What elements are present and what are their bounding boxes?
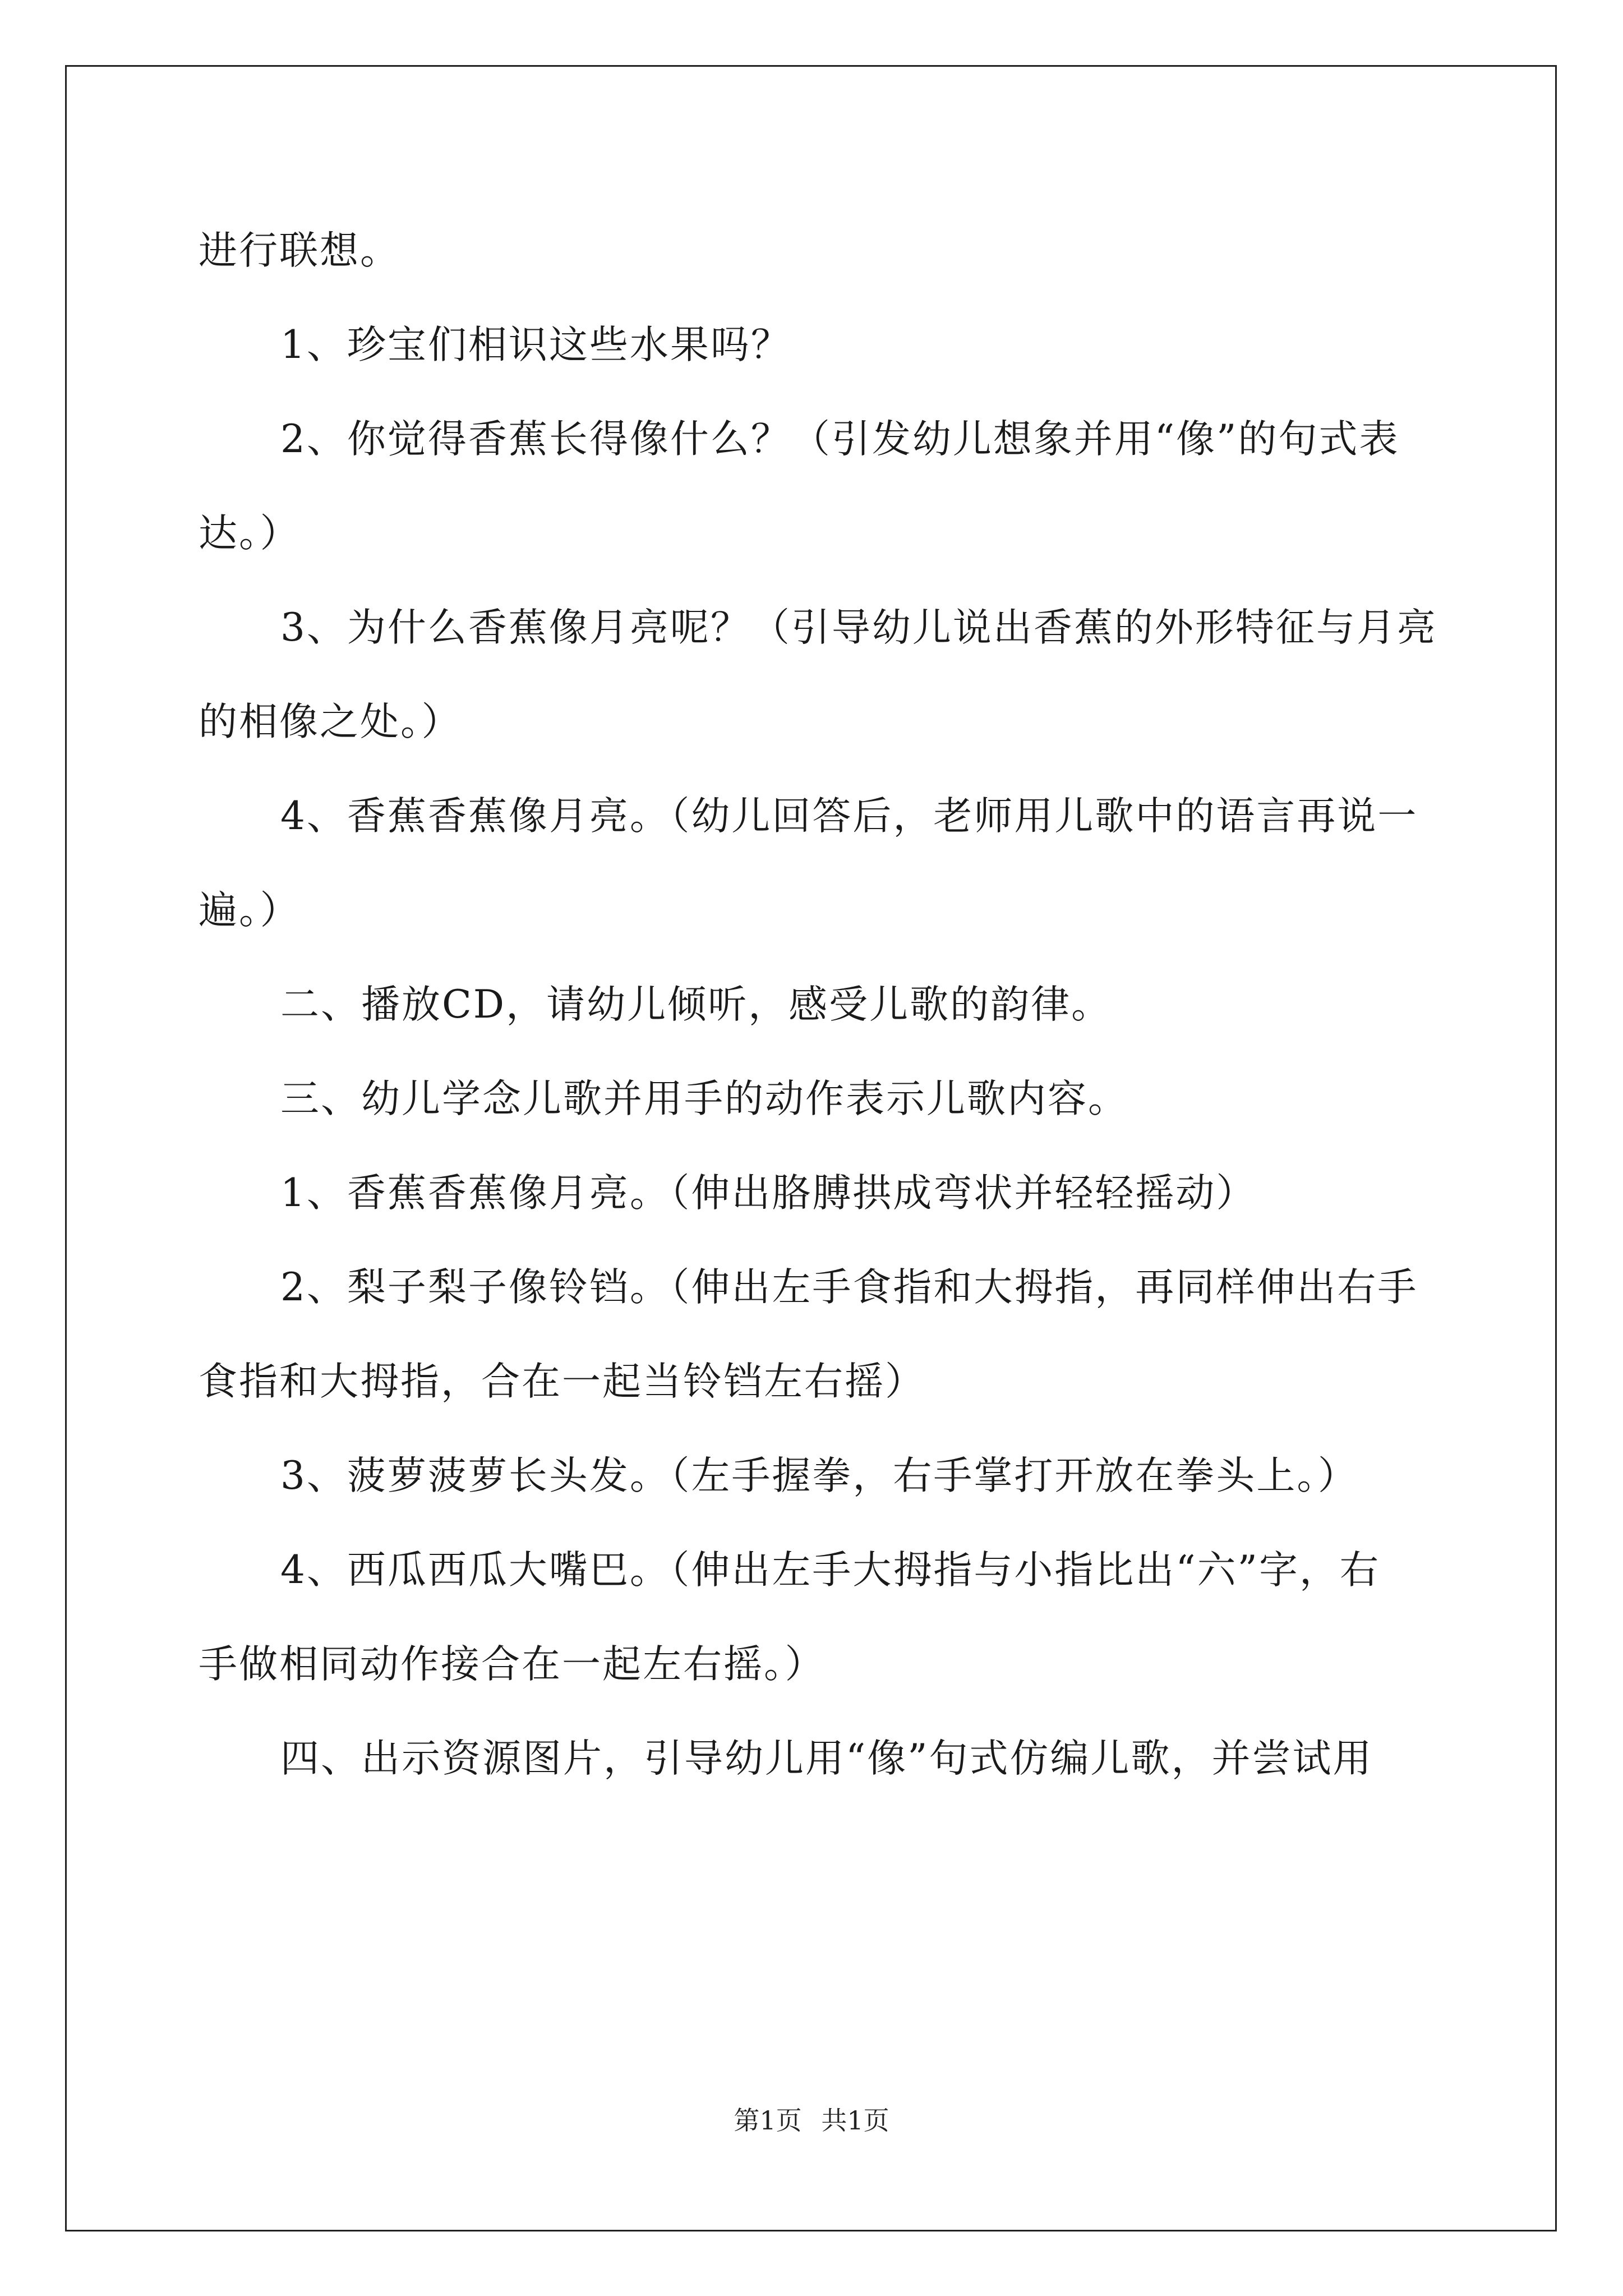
line-text: 遍。） [199,888,301,933]
text-line [199,1429,1427,1523]
text-line [199,298,1427,392]
text-line [199,581,1437,675]
text-line [199,1523,1427,1617]
text-line [199,1240,1427,1335]
line-text: 3、菠萝菠萝长头发。（左手握拳，右手掌打开放在拳头上。） [280,1453,1358,1498]
text-line [199,486,1427,581]
line-text: 食指和大拇指，合在一起当铃铛左右摇） [199,1359,925,1404]
line-text: 2、梨子梨子像铃铛。（伸出左手食指和大拇指，再同样伸出右手 [280,1265,1418,1310]
line-text: 3、为什么香蕉像月亮呢？（引导幼儿说出香蕉的外形特征与月亮 [280,605,1437,650]
page-footer [0,2104,1623,2137]
line-text: 1、香蕉香蕉像月亮。（伸出胳膊拱成弯状并轻轻摇动） [280,1171,1257,1216]
line-text: 三、幼儿学念儿歌并用手的动作表示儿歌内容。 [280,1076,1128,1121]
text-line [199,392,1427,486]
text-line [199,863,1427,958]
line-text: 4、西瓜西瓜大嘴巴。（伸出左手大拇指与小指比出“六”字，右 [280,1548,1380,1593]
text-line [199,1146,1427,1240]
text-line [199,958,1427,1052]
document-body [199,204,1437,1806]
line-text: 四、出示资源图片，引导幼儿用“像”句式仿编儿歌，并尝试用 [280,1736,1373,1781]
line-text: 1、珍宝们相识这些水果吗？ [280,323,791,367]
text-line [199,769,1427,863]
line-text: 的相像之处。） [199,700,462,744]
document-text [199,204,1437,1806]
page-total: 共1页 [821,2105,889,2136]
line-text: 二、播放CD，请幼儿倾听，感受儿歌的韵律。 [280,982,1112,1027]
text-line [199,204,1427,298]
line-text: 进行联想。 [199,228,400,273]
text-line [199,1711,1427,1806]
line-text: 4、香蕉香蕉像月亮。（幼儿回答后，老师用儿歌中的语言再说一 [280,794,1418,839]
text-line [199,1052,1427,1146]
text-line [199,1335,1427,1429]
line-text: 达。） [199,511,301,556]
text-line [199,675,1427,769]
line-text: 手做相同动作接合在一起左右摇。） [199,1642,826,1687]
text-line [199,1617,1427,1711]
page-number: 第1页 [734,2105,802,2136]
line-text: 2、你觉得香蕉长得像什么？（引发幼儿想象并用“像”的句式表 [280,417,1400,462]
